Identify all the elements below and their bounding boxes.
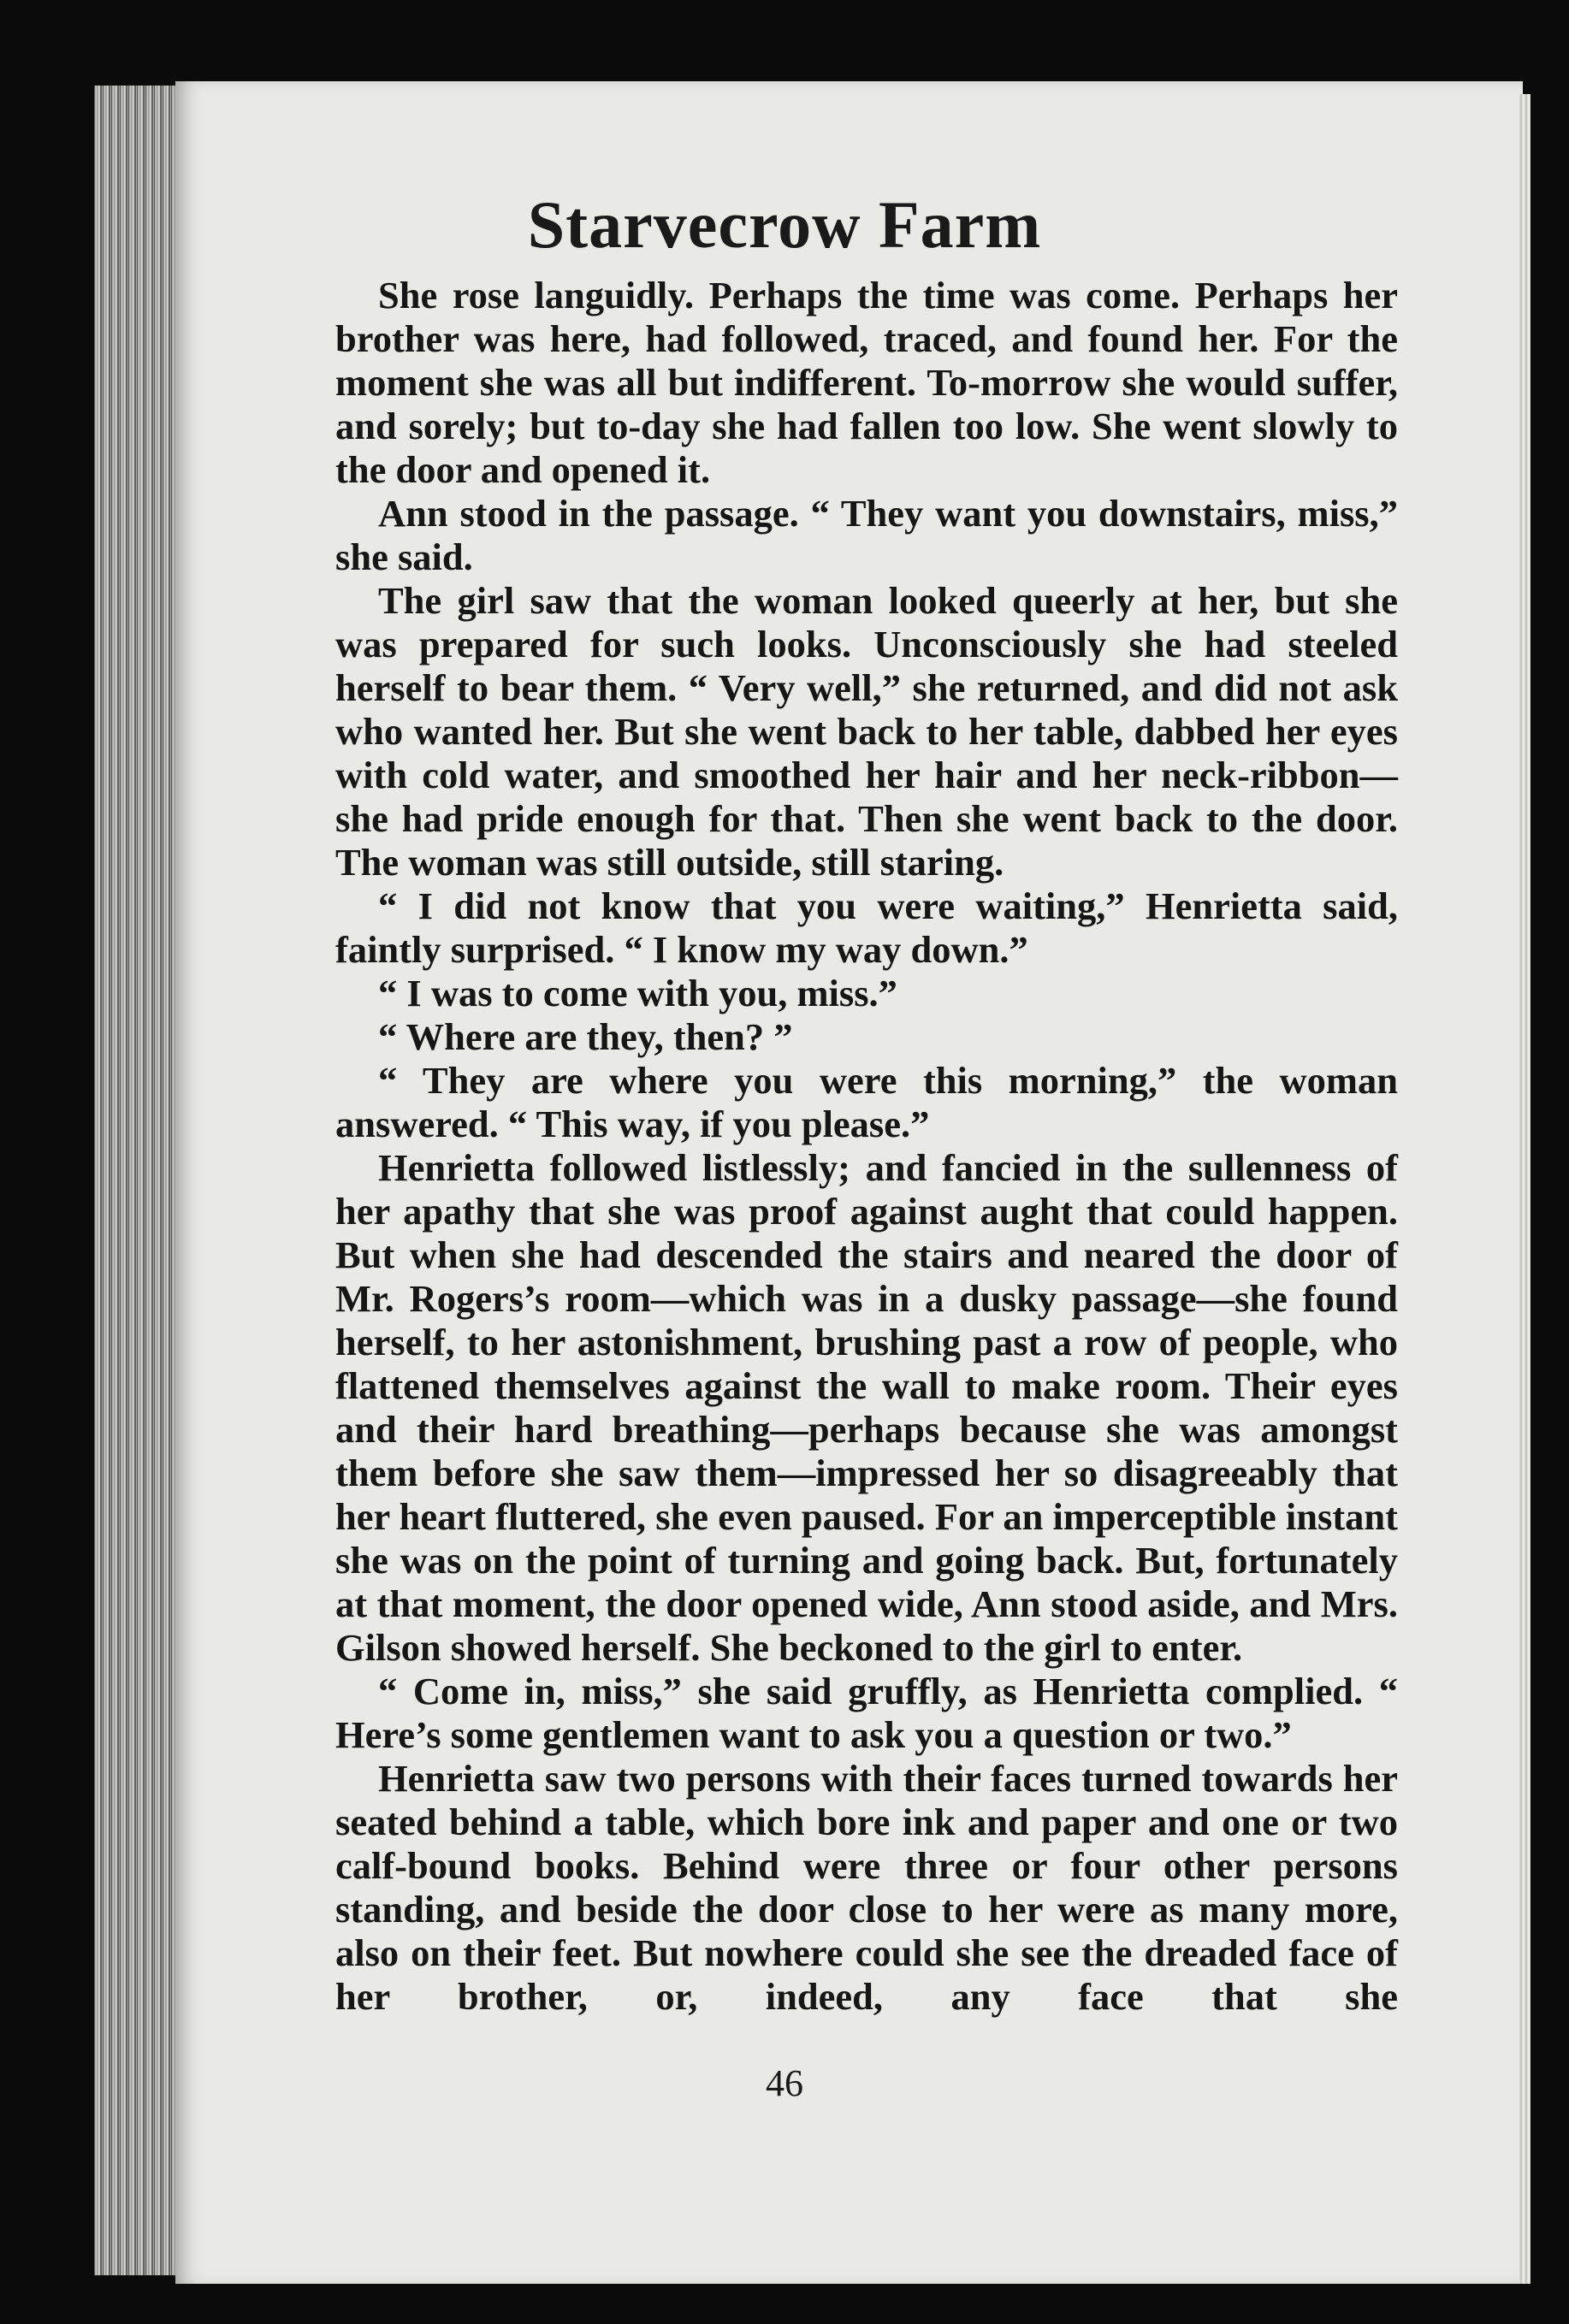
paragraph: “ I was to come with you, miss.” bbox=[378, 972, 897, 1014]
book-right-edge bbox=[1519, 94, 1531, 2284]
page-number: 46 bbox=[766, 2062, 803, 2104]
paragraph: “ They are where you were this morning,” the woman answered. “ This way, if you please.” bbox=[335, 1059, 1398, 1145]
book-page-edges bbox=[94, 86, 188, 2275]
body-text bbox=[335, 274, 1398, 2019]
paragraph: Henrietta followed listlessly; and fancied in the sullenness of her apathy that she was proof against aught that could happen. But when she had descended the stairs and neared the door of Mr. Rogers’s room—which was in a dusky passage—she found herself, to her astonishment, brushing past a row of people, who flattened themselves against the wall to make room. Their eyes and their hard breathing—perhaps because she was amongst them before she saw them—impressed her so disagreeably that her heart fluttered, she even paused. For an imperceptible instant she was on the point of turning and going back. But, fortunately at that moment, the door opened wide, Ann stood aside, and Mrs. Gilson showed herself. She beckoned to the girl to enter. bbox=[335, 1146, 1398, 1669]
paragraph: Henrietta saw two persons with their faces turned towards her seated behind a table, which bore ink and paper and one or two calf-bound books. Behind were three or four other persons standing, and beside the door close to her were as many more, also on their feet. But nowhere could she see the dreaded face of her brother, or, indeed, any face that she bbox=[335, 1757, 1398, 2018]
paragraph: The girl saw that the woman looked queerly at her, but she was prepared for such looks. Unconsciously she had steeled herself to bear them. “ Very well,” she returned, and did not ask who wanted her. But she went back to her table, dabbed her eyes with cold water, and smoothed her hair and her neck-ribbon—she had pride enough for that. Then she went back to the door. The woman was still outside, still staring. bbox=[335, 579, 1398, 884]
running-head: Starvecrow Farm bbox=[527, 187, 1042, 262]
paragraph: “ Where are they, then? ” bbox=[378, 1015, 793, 1058]
paragraph: Ann stood in the passage. “ They want you downstairs, miss,” she said. bbox=[335, 492, 1398, 578]
paragraph: She rose languidly. Perhaps the time was come. Perhaps her brother was here, had followed, traced, and found her. For the moment she was all but indifferent. To-morrow she would suffer, and sorely; but to-day she had fallen too low. She went slowly to the door and opened it. bbox=[335, 274, 1398, 491]
paragraph: “ I did not know that you were waiting,” Henrietta said, faintly surprised. “ I know my way down.” bbox=[335, 884, 1398, 971]
paragraph: “ Come in, miss,” she said gruffly, as Henrietta complied. “ Here’s some gentlemen want to ask you a question or two.” bbox=[335, 1670, 1398, 1756]
